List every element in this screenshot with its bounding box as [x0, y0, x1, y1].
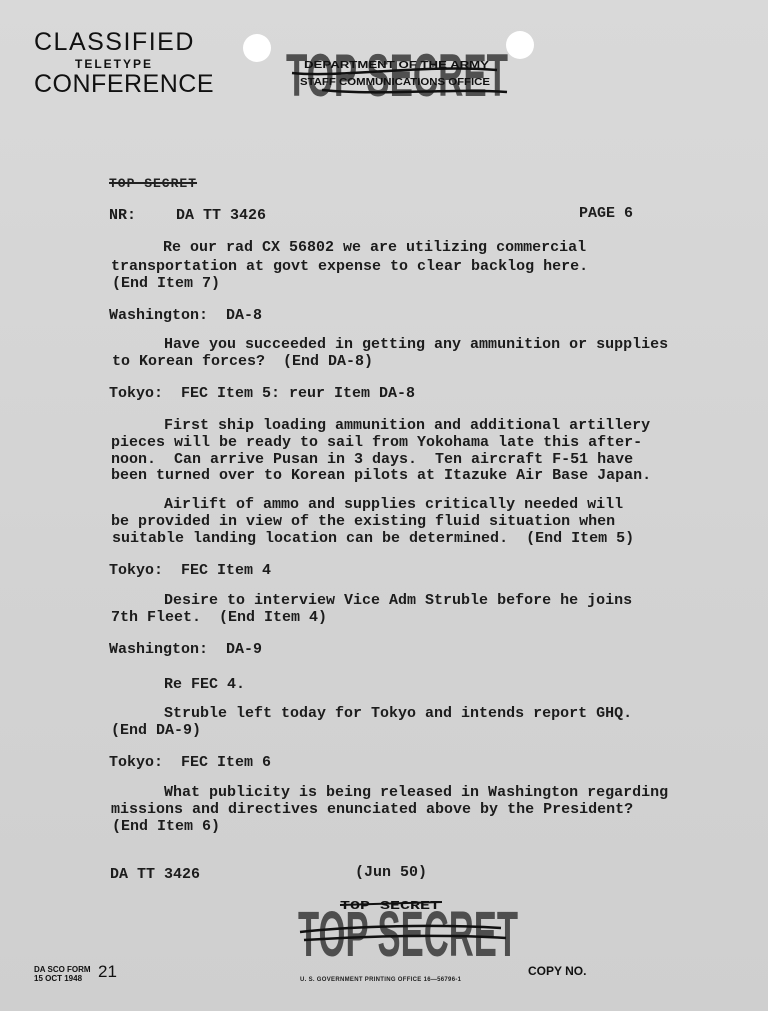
nr-label: NR:: [109, 207, 137, 224]
body-line: Desire to interview Vice Adm Struble before he joins: [110, 592, 633, 609]
body-line: Tokyo: FEC Item 6: [109, 754, 272, 771]
top-secret-stamp-text: TOP SECRET: [298, 898, 518, 960]
form-id: [34, 965, 91, 983]
copy-number-label: COPY NO.: [528, 964, 587, 978]
body-line: Tokyo: FEC Item 5: reur Item DA-8: [109, 385, 416, 402]
body-line: be provided in view of the existing fluid situation when: [111, 513, 616, 530]
top-secret-stamp-text: TOP SECRET: [286, 42, 508, 102]
body-line: Tokyo: FEC Item 4: [109, 562, 272, 579]
header-classified: CLASSIFIED: [34, 28, 195, 56]
closing-reference: DA TT 3426: [110, 866, 201, 883]
body-line: suitable landing location can be determined. (End Item 5): [112, 530, 635, 547]
form-number: 21: [98, 962, 117, 981]
body-line: Washington: DA-9: [109, 641, 263, 658]
nr-value: DA TT 3426: [176, 207, 267, 224]
body-line: to Korean forces? (End DA-8): [112, 353, 374, 370]
body-line: noon. Can arrive Pusan in 3 days. Ten aircraft F-51 have: [111, 451, 634, 468]
header-conference: CONFERENCE: [34, 70, 215, 98]
department-stamp-line1: DEPARTMENT OF THE ARMY: [304, 60, 490, 71]
body-line: missions and directives enunciated above by the President?: [111, 801, 634, 818]
struck-classification-bottom: TOP SECRET: [340, 899, 440, 913]
body-line: Washington: DA-8: [109, 307, 263, 324]
body-line: (End Item 7): [112, 275, 221, 292]
body-line: (End Item 6): [112, 818, 221, 835]
body-line: Re FEC 4.: [110, 676, 246, 693]
top-secret-stamp-top: [282, 40, 514, 102]
body-line: transportation at govt expense to clear backlog here.: [111, 258, 589, 275]
punch-hole-left: [243, 34, 271, 62]
body-line: What publicity is being released in Washington regarding: [110, 784, 669, 801]
gpo-imprint: U. S. GOVERNMENT PRINTING OFFICE 16—56796-1: [300, 977, 462, 983]
body-line: Airlift of ammo and supplies critically needed will: [110, 496, 624, 513]
form-id-line2: 15 OCT 1948: [34, 974, 83, 983]
body-line: Have you succeeded in getting any ammunition or supplies: [110, 336, 669, 353]
body-line: (End DA-9): [111, 722, 202, 739]
form-id-line1: DA SCO FORM: [34, 965, 91, 974]
closing-date: (Jun 50): [355, 864, 428, 881]
struck-classification-top: TOP SECRET: [109, 176, 198, 191]
page-number: PAGE 6: [579, 205, 634, 222]
department-stamp-line2: STAFF COMMUNICATIONS OFFICE: [300, 77, 491, 88]
top-secret-stamp-bottom: [296, 898, 522, 960]
body-line: been turned over to Korean pilots at Itazuke Air Base Japan.: [111, 467, 652, 484]
header-teletype: TELETYPE: [75, 57, 154, 71]
body-line: First ship loading ammunition and additional artillery: [110, 417, 651, 434]
body-line: 7th Fleet. (End Item 4): [111, 609, 328, 626]
body-line: Struble left today for Tokyo and intends report GHQ.: [110, 705, 633, 722]
body-line: pieces will be ready to sail from Yokohama late this after-: [111, 434, 643, 451]
body-line: Re our rad CX 56802 we are utilizing commercial: [109, 239, 587, 256]
